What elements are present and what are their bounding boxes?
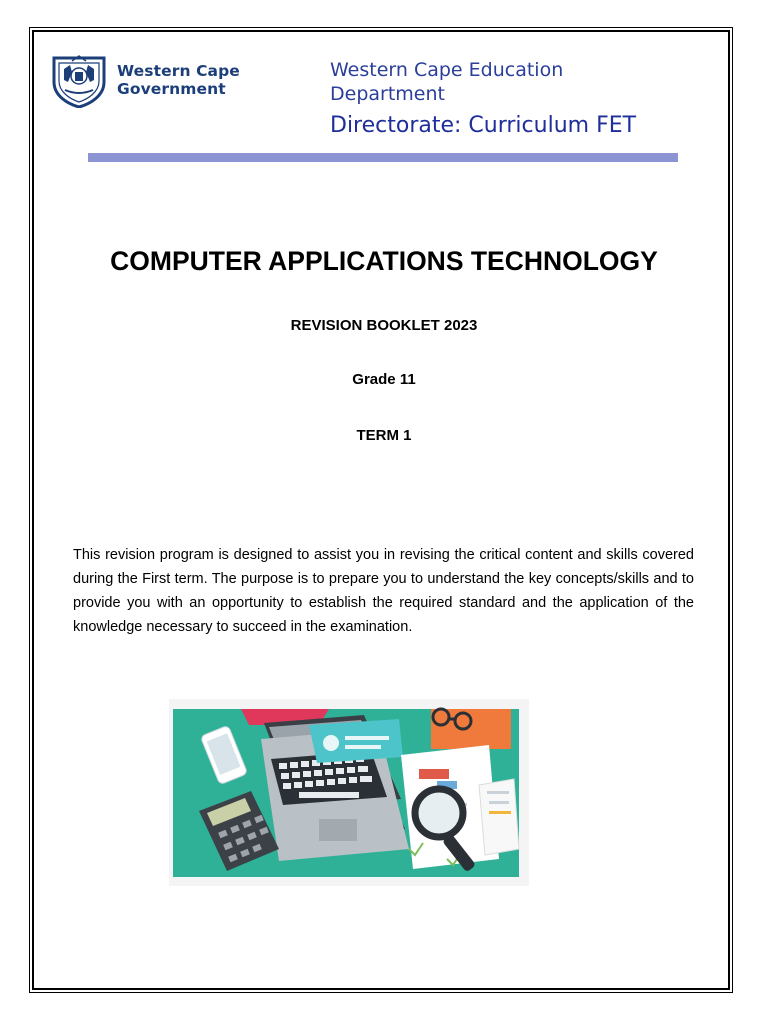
government-logo xyxy=(50,52,260,108)
department-name: Western Cape Education Department xyxy=(330,59,564,105)
grade-label: Grade 11 xyxy=(352,371,416,388)
term-label: TERM 1 xyxy=(356,427,412,444)
booklet-label: REVISION BOOKLET 2023 xyxy=(290,317,478,334)
logo-text xyxy=(117,62,240,98)
logo-line: Western Cape xyxy=(117,62,240,80)
workspace-illustration xyxy=(169,699,529,886)
logo-line: Government xyxy=(117,80,226,98)
directorate-heading: Directorate: Curriculum FET xyxy=(330,113,637,138)
header-rule xyxy=(88,153,678,162)
chat-bubble-icon xyxy=(309,719,403,763)
coat-of-arms-icon xyxy=(50,52,108,108)
document-title: COMPUTER APPLICATIONS TECHNOLOGY xyxy=(110,246,658,276)
intro-paragraph: This revision program is designed to assist you in revising the critical content and skills covered during the First term. The purpose is to prepare you to understand the key concepts/skills and to provide you with an opportunity to establish the required standard and the application of the knowledge necessary to succeed in the examination. xyxy=(73,547,694,635)
